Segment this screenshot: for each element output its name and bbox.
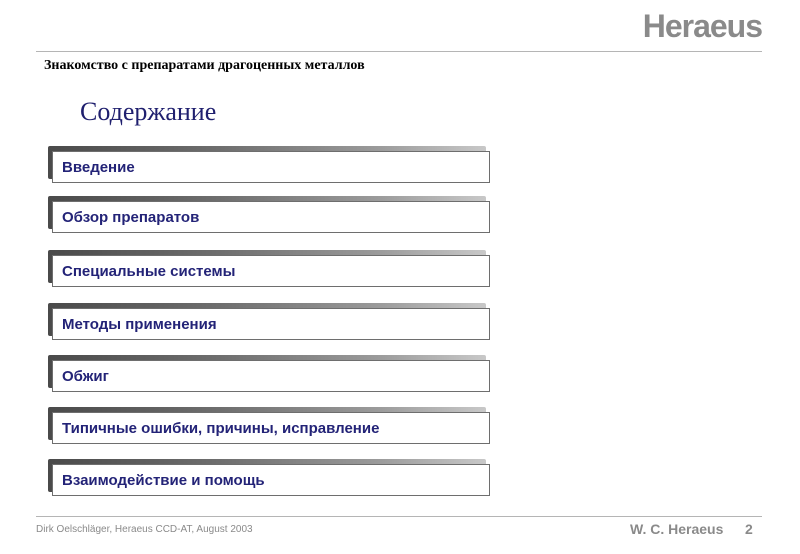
footer-divider	[36, 516, 762, 517]
contents-item-label: Введение	[62, 158, 135, 176]
contents-item-label: Обжиг	[62, 367, 109, 385]
header-divider	[36, 51, 762, 52]
page-number: 2	[745, 521, 753, 537]
slide-heading: Содержание	[80, 97, 217, 126]
contents-item-label: Типичные ошибки, причины, исправление	[62, 419, 380, 437]
contents-item-methods[interactable]	[52, 308, 492, 342]
contents-item-help[interactable]	[52, 464, 492, 498]
contents-item-overview[interactable]	[52, 201, 492, 235]
contents-item-label: Специальные системы	[62, 262, 236, 280]
contents-item-intro[interactable]	[52, 151, 492, 185]
slide-subtitle: Знакомство с препаратами драгоценных металлов	[44, 58, 365, 73]
footer-brand: W. C. Heraeus	[630, 521, 724, 537]
contents-item-errors[interactable]	[52, 412, 492, 446]
contents-item-label: Взаимодействие и помощь	[62, 471, 265, 489]
contents-item-special-systems[interactable]	[52, 255, 492, 289]
contents-item-firing[interactable]	[52, 360, 492, 394]
footer-author: Dirk Oelschläger, Heraeus CCD-AT, August 2003	[36, 524, 253, 535]
contents-item-label: Методы применения	[62, 315, 217, 333]
contents-item-label: Обзор препаратов	[62, 208, 200, 226]
heraeus-logo: Heraeus	[642, 8, 762, 44]
